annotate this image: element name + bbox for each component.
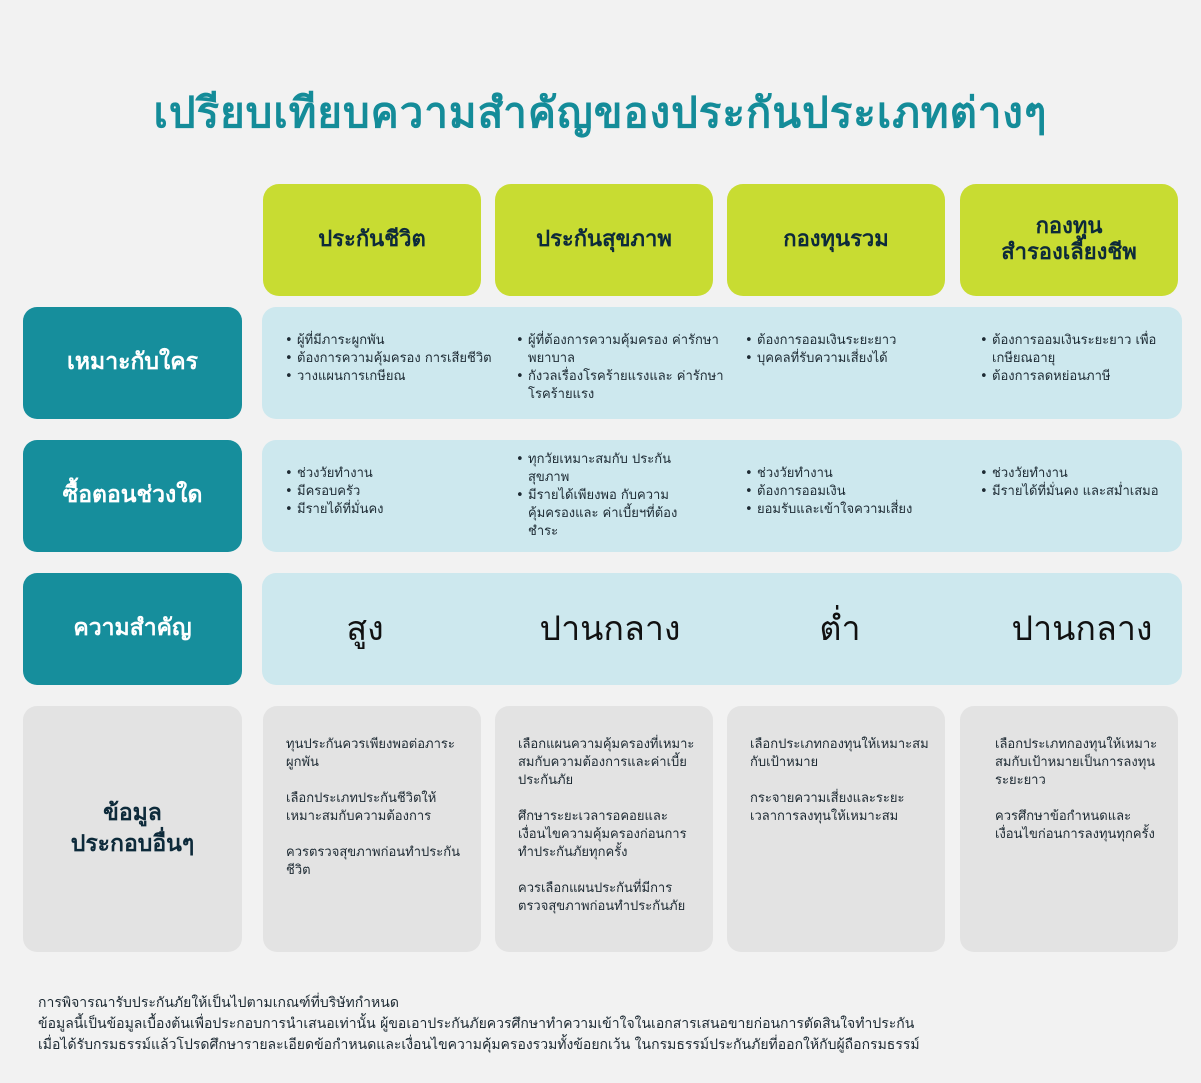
info-paragraph: กระจายความเสี่ยงและระยะเวลาการลงทุนให้เหมาะสม xyxy=(750,791,905,824)
other-info-mutual-fund xyxy=(727,706,945,952)
disclaimer xyxy=(38,993,1188,1056)
row-header-label-line1: ข้อมูล xyxy=(103,799,162,826)
cell-when-provident-fund xyxy=(980,465,1160,501)
info-paragraph: ควรตรวจสุขภาพก่อนทำประกันชีวิต xyxy=(286,845,460,878)
list-item: • ช่วงวัยทำงาน xyxy=(745,465,955,483)
importance-provident-fund: ปานกลาง xyxy=(1011,609,1153,649)
row-header-label: ความสำคัญ xyxy=(73,615,192,642)
info-paragraph: เลือกแผนความคุ้มครองที่เหมาะสมกับความต้องการและค่าเบี้ยประกันภัย xyxy=(518,737,695,788)
page-title: เปรียบเทียบความสำคัญของประกันประเภทต่างๆ xyxy=(153,88,1048,137)
column-header-label-line1: กองทุน xyxy=(1035,213,1103,239)
list-item: • มีรายได้เพียงพอ กับความคุ้มครองและ ค่าเบี้ยฯที่ต้องชำระ xyxy=(516,487,696,541)
cell-when-life xyxy=(285,465,495,519)
list-item: • ผู้ที่ต้องการความคุ้มครอง ค่ารักษาพยาบาล xyxy=(516,332,726,368)
column-header-label-line2: สำรองเลี้ยงชีพ xyxy=(1001,240,1137,265)
cell-who-health xyxy=(516,332,726,404)
disclaimer-line: เมื่อได้รับกรมธรรม์แล้วโปรดศึกษารายละเอียดข้อกำหนดและเงื่อนไขความคุ้มครองรวมทั้งข้อยกเว้น ในกรมธรรม์ประกันภัยที่ออกให้กับผู้ถือกรมธรรม์ xyxy=(38,1037,920,1053)
row-header-when-to-buy xyxy=(23,440,242,552)
info-paragraph: ควรเลือกแผนประกันที่มีการตรวจสุขภาพก่อนทำประกันภัย xyxy=(518,881,686,914)
row-header-other-info xyxy=(23,706,242,952)
info-paragraph: ทุนประกันควรเพียงพอต่อภาระผูกพัน xyxy=(286,737,455,770)
disclaimer-line: การพิจารณารับประกันภัยให้เป็นไปตามเกณฑ์ที่บริษัทกำหนด xyxy=(38,995,399,1011)
list-item: • มีรายได้ที่มั่นคง xyxy=(285,501,495,519)
column-header-health-insurance xyxy=(495,184,713,296)
row-header-suitable-for xyxy=(23,307,242,419)
other-info-provident-fund xyxy=(960,706,1178,952)
list-item: • ช่วงวัยทำงาน xyxy=(980,465,1160,483)
column-header-label: ประกันสุขภาพ xyxy=(536,226,672,252)
other-info-health xyxy=(495,706,713,952)
column-header-provident-fund xyxy=(960,184,1178,296)
list-item: • มีรายได้ที่มั่นคง และสม่ำเสมอ xyxy=(980,483,1160,501)
info-paragraph: ควรศึกษาข้อกำหนดและเงื่อนไขก่อนการลงทุนทุกครั้ง xyxy=(995,809,1155,842)
list-item: • ต้องการออมเงิน xyxy=(745,483,955,501)
list-item: • ต้องการลดหย่อนภาษี xyxy=(980,368,1170,386)
list-item: • วางแผนการเกษียณ xyxy=(285,368,495,386)
cell-when-mutual-fund xyxy=(745,465,955,519)
info-paragraph: ศึกษาระยะเวลารอคอยและเงื่อนไขความคุ้มครองก่อนการทำประกันภัยทุกครั้ง xyxy=(518,809,687,860)
column-header-label: กองทุนรวม xyxy=(783,226,889,252)
row-header-label: เหมาะกับใคร xyxy=(67,349,198,376)
list-item: • ต้องการออมเงินระยะยาว xyxy=(745,332,955,350)
column-header-mutual-fund xyxy=(727,184,945,296)
list-item: • ยอมรับและเข้าใจความเสี่ยง xyxy=(745,501,955,519)
cell-who-provident-fund xyxy=(980,332,1170,386)
info-paragraph: เลือกประเภทกองทุนให้เหมาะสมกับเป้าหมาย xyxy=(750,737,929,770)
list-item: • ทุกวัยเหมาะสมกับ ประกันสุขภาพ xyxy=(516,451,696,487)
cell-who-life xyxy=(285,332,495,386)
importance-health: ปานกลาง xyxy=(539,609,681,649)
row-header-label-line2: ประกอบอื่นๆ xyxy=(70,831,195,857)
info-paragraph: เลือกประเภทกองทุนให้เหมาะสมกับเป้าหมายเป็นการลงทุนระยะยาว xyxy=(995,737,1158,788)
list-item: • บุคคลที่รับความเสี่ยงได้ xyxy=(745,350,955,368)
disclaimer-line: ข้อมูลนี้เป็นข้อมูลเบื้องต้นเพื่อประกอบการนำเสนอเท่านั้น ผู้ขอเอาประกันภัยควรศึกษาทำความเข้าใจในเอกสารเสนอขายก่อนการตัดสินใจทำประกัน xyxy=(38,1016,915,1032)
list-item: • ต้องการออมเงินระยะยาว เพื่อเกษียณอายุ xyxy=(980,332,1170,368)
list-item: • ผู้ที่มีภาระผูกพัน xyxy=(285,332,495,350)
cell-who-mutual-fund xyxy=(745,332,955,368)
importance-mutual-fund: ต่ำ xyxy=(819,609,861,649)
list-item: • ต้องการความคุ้มครอง การเสียชีวิต xyxy=(285,350,495,368)
importance-life: สูง xyxy=(346,609,384,649)
list-item: • มีครอบครัว xyxy=(285,483,495,501)
list-item: • กังวลเรื่องโรคร้ายแรงและ ค่ารักษาโรคร้ายแรง xyxy=(516,368,726,404)
row-header-importance xyxy=(23,573,242,685)
row-header-label: ซื้อตอนช่วงใด xyxy=(62,482,203,509)
column-header-label: ประกันชีวิต xyxy=(318,226,426,252)
list-item: • ช่วงวัยทำงาน xyxy=(285,465,495,483)
column-header-life-insurance xyxy=(263,184,481,296)
cell-when-health xyxy=(516,451,696,541)
other-info-life xyxy=(263,706,481,952)
info-paragraph: เลือกประเภทประกันชีวิตให้เหมาะสมกับความต้องการ xyxy=(286,791,437,824)
